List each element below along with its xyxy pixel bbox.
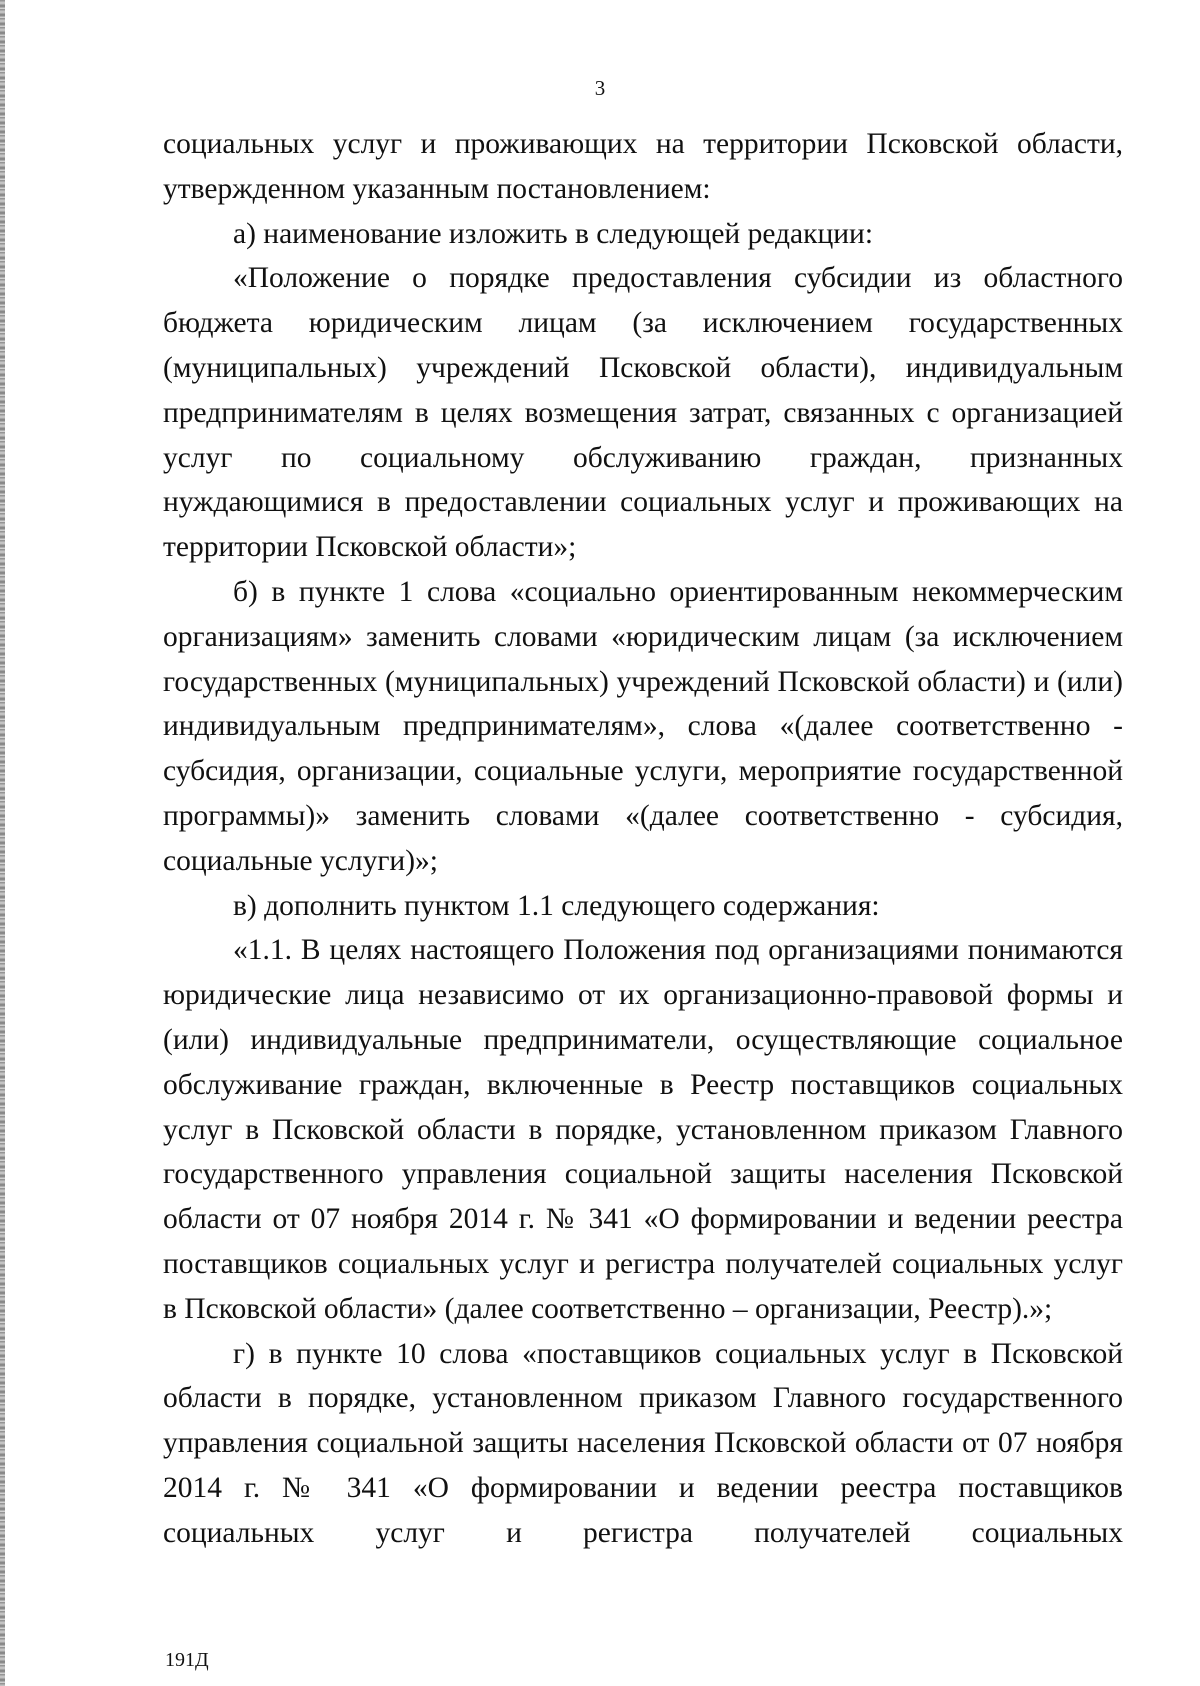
paragraph-item-a: а) наименование изложить в следующей редакции: <box>233 217 874 250</box>
paragraph-item-b: б) в пункте 1 слова «социально ориентированным некоммерческим организациям» заменить словами «юридическим лицам (за исключением государственных (муниципальных) учреждений Псковской области) и (или) индивидуальным предпринимателям», слова «(далее соответственно - субсидия, организации, социальные услуги, мероприятие государственной программы)» заменить словами «(далее соответственно - субсидия, социальные услуги)»; <box>163 575 1123 877</box>
paragraph-item-v: в) дополнить пунктом 1.1 следующего содержания: <box>233 889 880 922</box>
page-number: 3 <box>594 76 606 100</box>
paragraph-clause-1-1: «1.1. В целях настоящего Положения под организациями понимаются юридические лица независимо от их организационно-правовой формы и (или) индивидуальные предприниматели, осуществляющие социальное обслуживание граждан, включенные в Реестр поставщиков социальных услуг в Псковской области в порядке, установленном приказом Главного государственного управления социальной защиты населения Псковской области от 07 ноября 2014 г. № 341 «О формировании и ведении реестра поставщиков социальных услуг и регистра получателей социальных услуг в Псковской области» (далее соответственно – организации, Реестр).»; <box>163 934 1123 1325</box>
document-code: 191Д <box>165 1649 209 1671</box>
paragraph-continuation: социальных услуг и проживающих на территории Псковской области, утвержденном указанным постановлением: <box>163 128 1123 205</box>
document-body <box>163 122 1123 1556</box>
paragraph-item-g: г) в пункте 10 слова «поставщиков социальных услуг в Псковской области в порядке, установленном приказом Главного государственного управления социальной защиты населения Псковской области от 07 ноября 2014 г. № 341 «О формировании и ведении реестра поставщиков социальных услуг и регистра получателей социальных <box>163 1337 1123 1549</box>
scan-left-edge <box>0 0 5 1686</box>
paragraph-quoted-title: «Положение о порядке предоставления субсидии из областного бюджета юридическим лицам (за исключением государственных (муниципальных) учреждений Псковской области), индивидуальным предпринимателям в целях возмещения затрат, связанных с организацией услуг по социальному обслуживанию граждан, признанных нуждающимися в предоставлении социальных услуг и проживающих на территории Псковской области»; <box>163 262 1123 564</box>
